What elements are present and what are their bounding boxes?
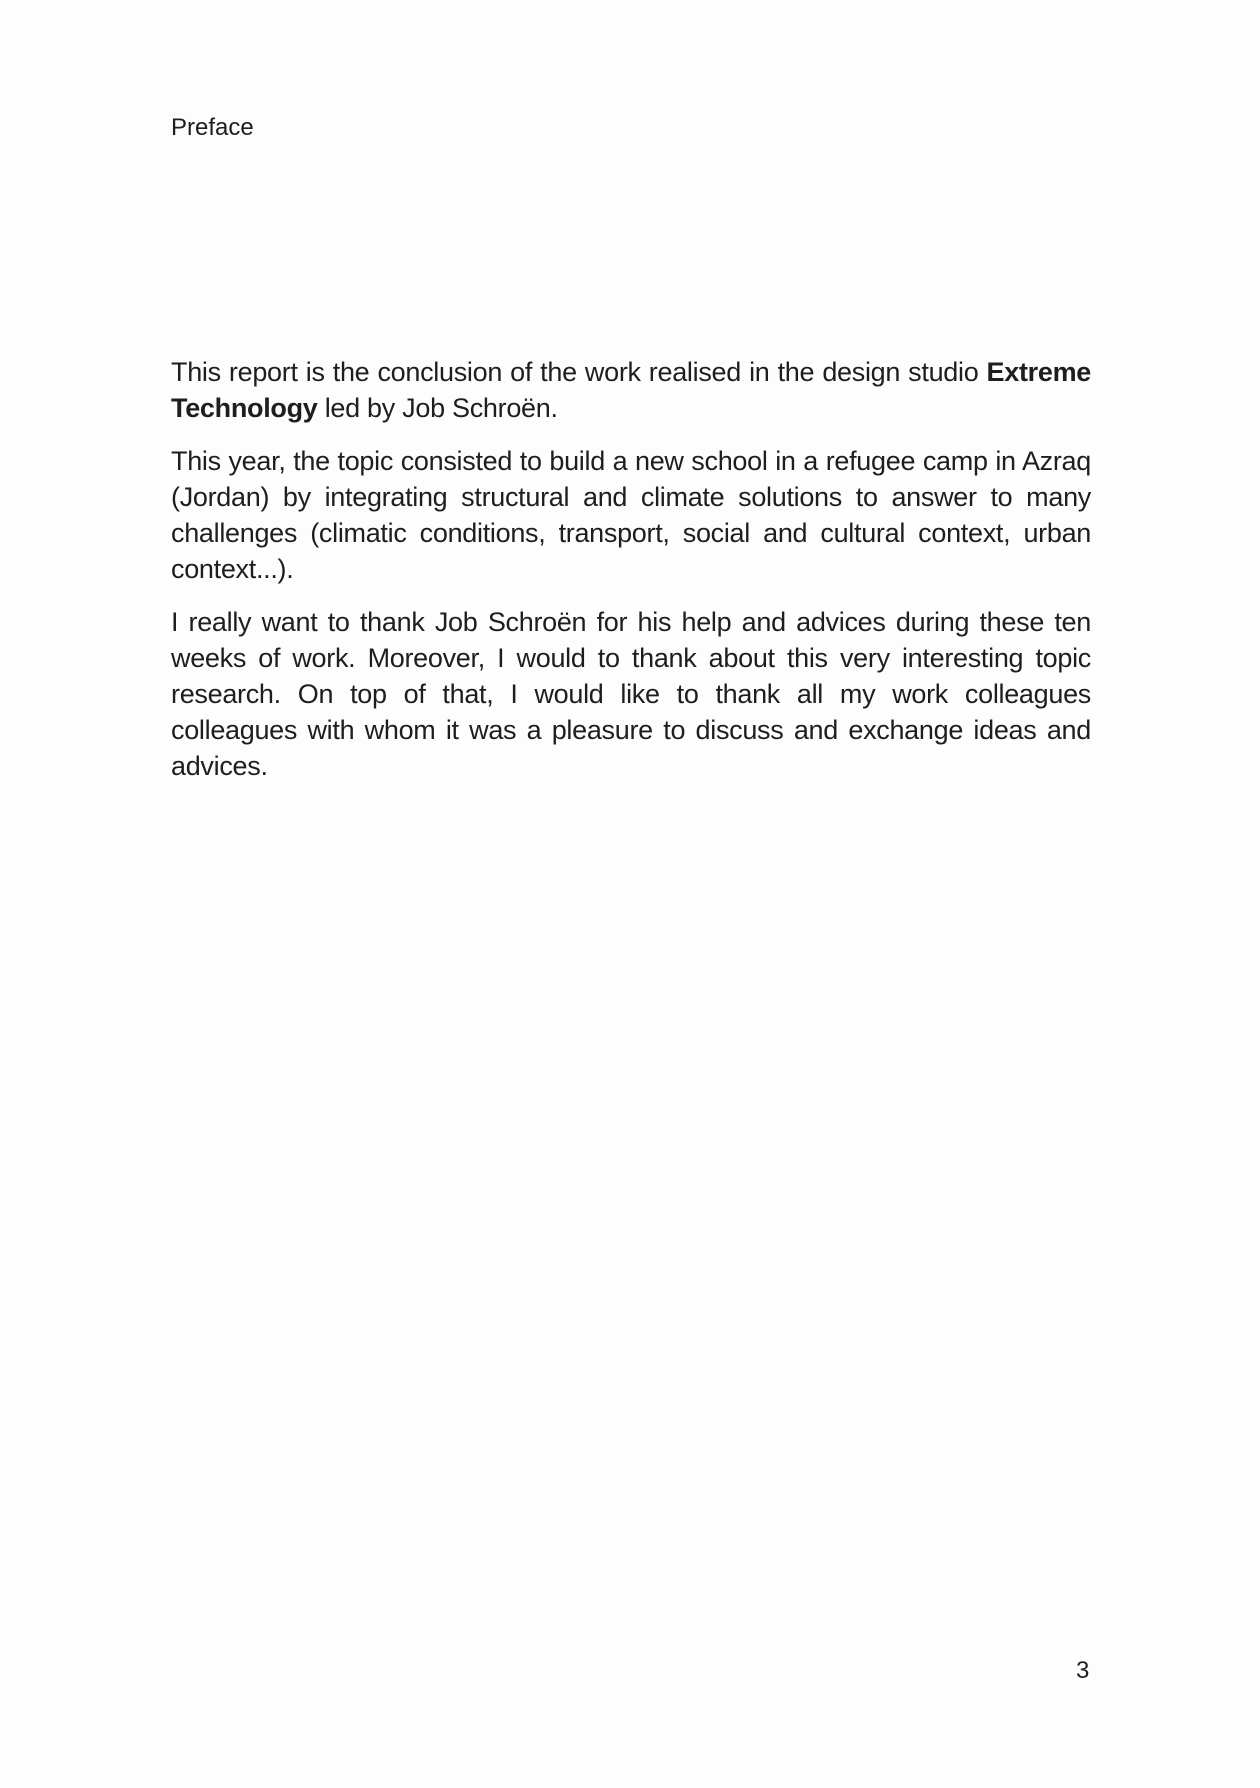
paragraph-1 [171,354,1091,426]
studio-name: Extreme Technology [171,357,1091,423]
section-heading: Preface [171,114,254,141]
paragraph-1-text-b: led by Job Schroën. [317,393,558,423]
paragraph-2: This year, the topic consisted to build a new school in a refugee camp in Azraq (Jordan) by integrating structural and climate solutions to answer to many challenges (climatic conditions, transport, social and cultural context, urban context...). [171,446,1091,584]
page-number: 3 [1076,1657,1090,1684]
paragraph-1-text-a: This report is the conclusion of the work realised in the design studio [171,357,987,387]
paragraph-3: I really want to thank Job Schroën for his help and advices during these ten weeks of work. Moreover, I would to thank about this very interesting topic research. On top of that, I would like to thank all my work colleagues colleagues with whom it was a pleasure to discuss and exchange ideas and advices. [171,607,1091,781]
preface-body [171,354,1091,801]
